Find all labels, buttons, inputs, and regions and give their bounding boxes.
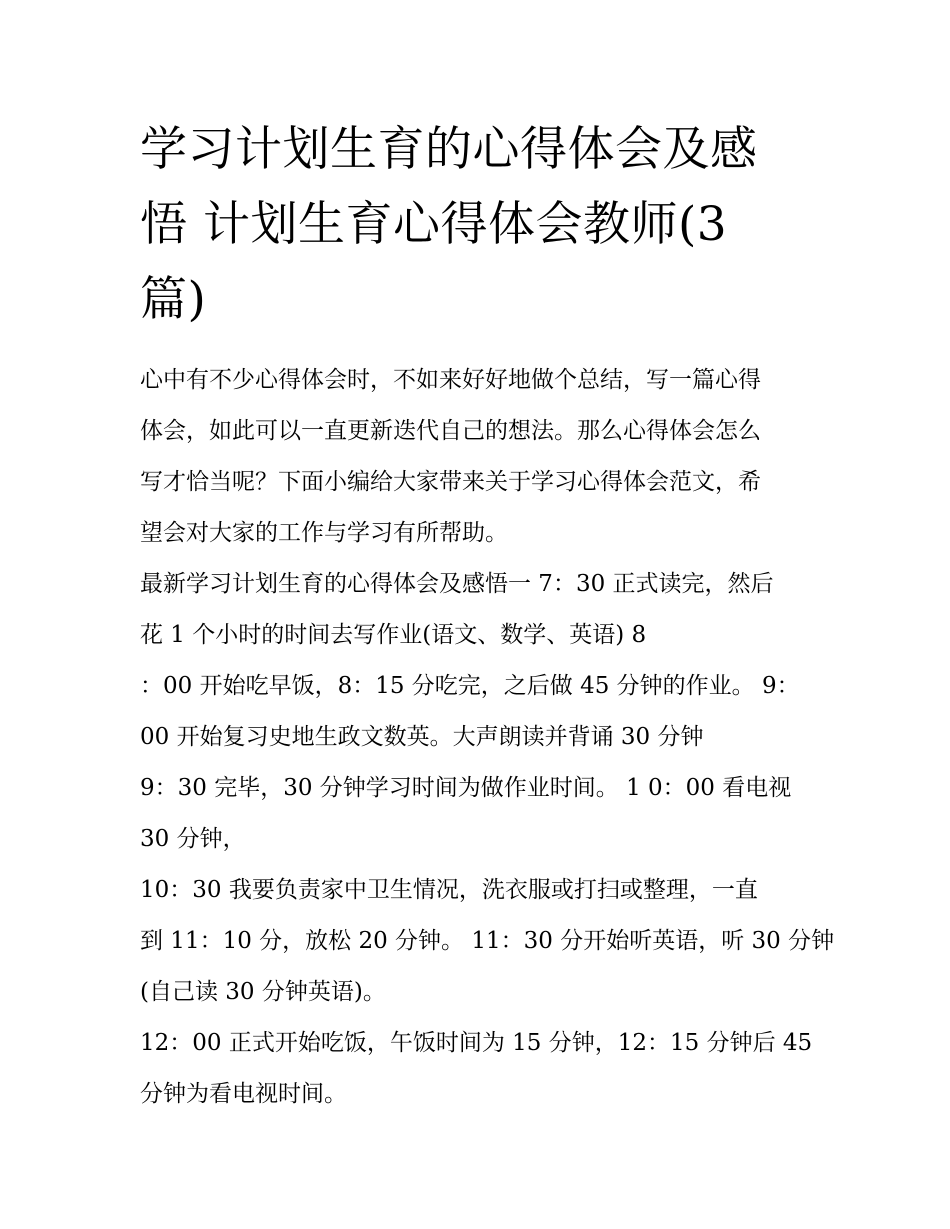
body-line-6: 花 1 个小时的时间去写作业(语文、数学、英语) 8 [140,622,647,648]
body-line-3: 写才恰当呢？下面小编给大家带来关于学习心得体会范文，希 [140,469,761,495]
body-line-7: ：00 开始吃早饭，8：15 分吃完，之后做 45 分钟的作业。 9： [140,673,800,699]
body-line-10: 30 分钟， [140,826,246,852]
body-line-12: 到 11：10 分，放松 20 分钟。 11：30 分开始听英语，听 30 分钟 [140,928,835,954]
body-line-13: (自己读 30 分钟英语)。 [140,979,386,1005]
body-line-15: 分钟为看电视时间。 [140,1081,347,1107]
body-line-2: 体会，如此可以一直更新迭代自己的想法。那么心得体会怎么 [140,418,761,444]
document-body [140,355,835,1120]
body-line-11: 10：30 我要负责家中卫生情况，洗衣服或打扫或整理，一直 [140,877,758,903]
title-line-3: 篇) [140,272,207,327]
title-line-2: 悟 计划生育心得体会教师(3 [140,197,728,252]
body-line-1: 心中有不少心得体会时，不如来好好地做个总结，写一篇心得 [140,367,761,393]
body-line-9: 9：30 完毕，30 分钟学习时间为做作业时间。 1 0：00 看电视 [140,775,792,801]
document-title [140,112,820,337]
body-line-14: 12：00 正式开始吃饭，午饭时间为 15 分钟，12：15 分钟后 45 [140,1030,813,1056]
body-line-5: 最新学习计划生育的心得体会及感悟一 7：30 正式读完，然后 [140,571,774,597]
body-line-8: 00 开始复习史地生政文数英。大声朗读并背诵 30 分钟 [140,724,704,750]
title-line-1: 学习计划生育的心得体会及感 [140,122,758,177]
body-line-4: 望会对大家的工作与学习有所帮助。 [140,520,508,546]
